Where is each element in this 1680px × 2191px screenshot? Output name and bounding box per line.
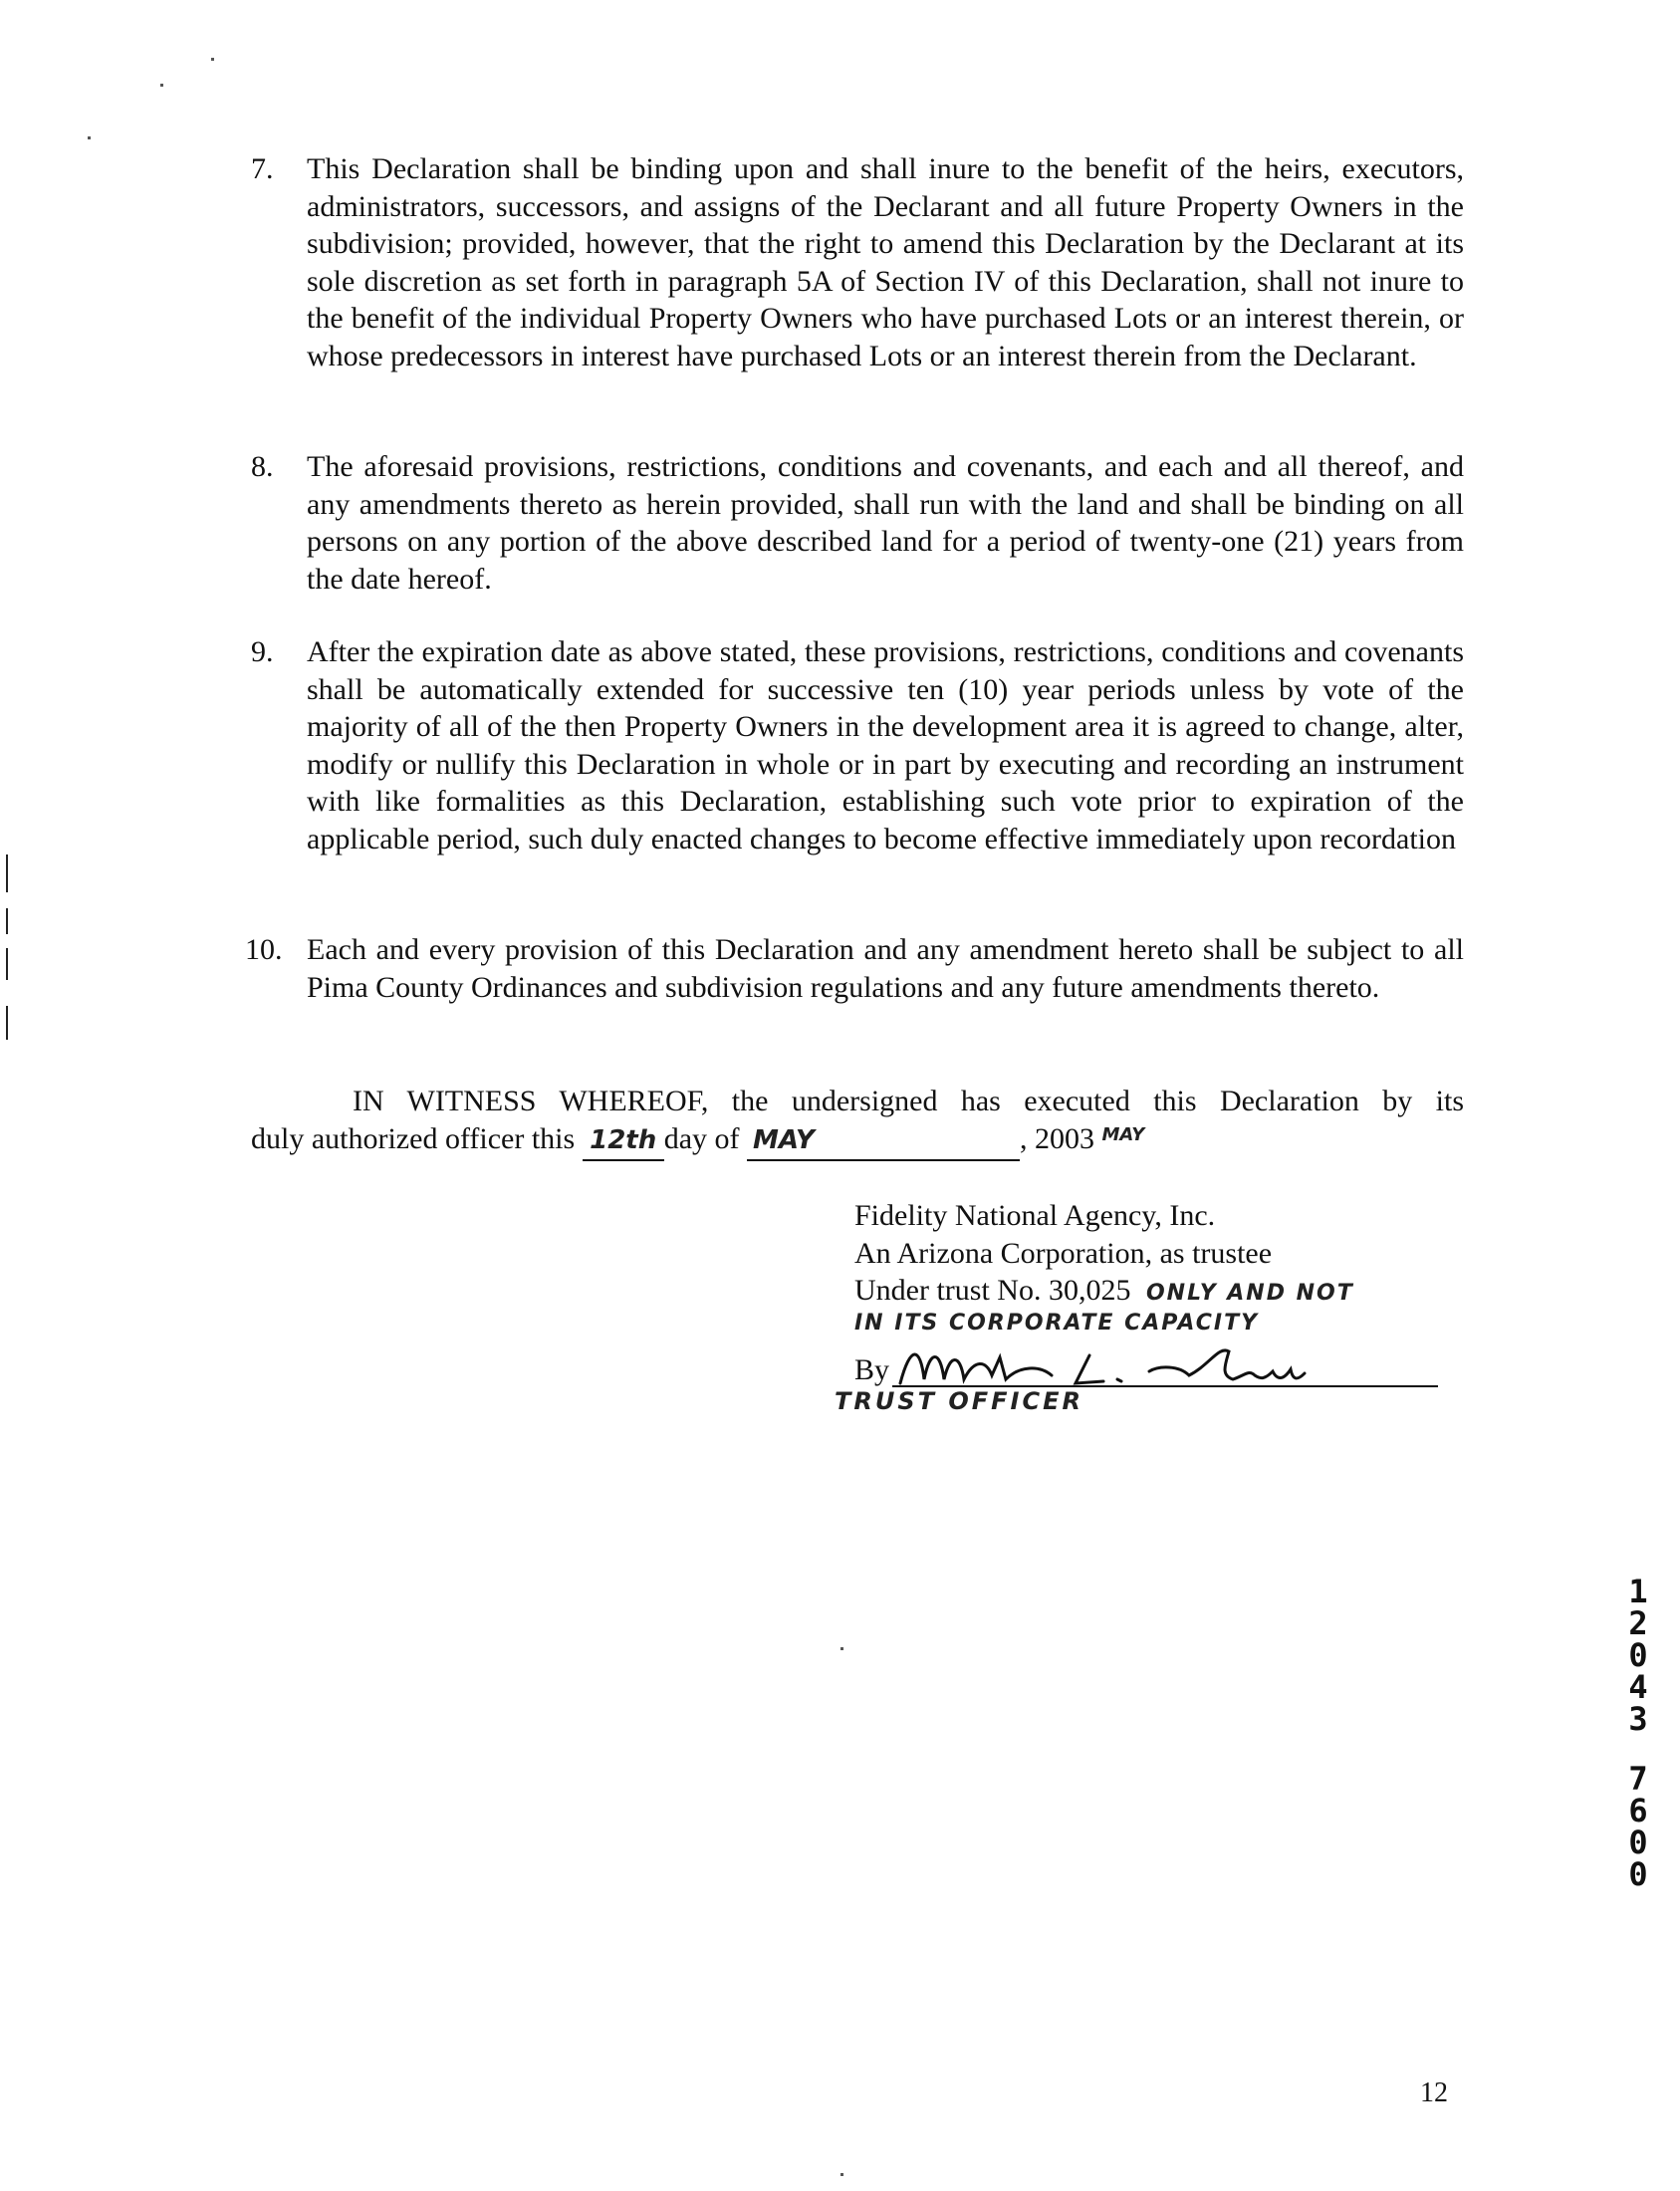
scan-speck [840, 1647, 843, 1650]
margin-mark [6, 1006, 8, 1040]
recording-digit: 1 [1628, 1573, 1648, 1610]
recording-digit: 3 [1628, 1700, 1648, 1738]
paragraph-text: This Declaration shall be binding upon and shall inure to the benefit of the heirs, executors, administrators, successors, and assigns of the Declarant and all future Property Owners in the subdivision; provided, however, that the right to amend this Declaration by the Declarant at its sole discretion as set forth in paragraph 5A of Section IV of this Declaration, shall not inure to the benefit of the individual Property Owners who have purchased Lots or an interest therein, or whose predecessors in interest have purchased Lots or an interest therein from the Declarant. [307, 152, 1464, 372]
signature-scribble [890, 1336, 1448, 1395]
recording-digit: 7 [1628, 1760, 1648, 1798]
trust-number: Under trust No. 30,025 [854, 1274, 1131, 1307]
handwritten-note-1: ONLY AND NOT [1145, 1281, 1354, 1306]
paragraph-text: The aforesaid provisions, restrictions, conditions and covenants, and each and all thereof, and any amendments thereto as herein provided, shall run with the land and shall be binding on all persons on any portion of the above described land for a period of twenty-one (21) years from the date hereof. [307, 450, 1464, 596]
witness-line-2 [251, 1120, 1464, 1162]
scan-speck [211, 58, 214, 61]
paragraph-number: 7. [251, 152, 274, 185]
witness-text: duly authorized officer this [251, 1121, 576, 1155]
handwritten-year-note: MAY [1101, 1123, 1145, 1145]
margin-mark [6, 948, 8, 980]
handwritten-officer-title: TRUST OFFICER [835, 1387, 1083, 1415]
witness-clause [251, 1083, 1464, 1161]
handwritten-day: 12th [583, 1122, 664, 1162]
recording-digit: 4 [1628, 1668, 1648, 1706]
scan-speck [88, 136, 91, 139]
signature-block [854, 1197, 1452, 1387]
paragraph-text: Each and every provision of this Declaration and any amendment hereto shall be subject to all Pima County Ordinances and subdivision regulations and any future amendments thereto. [307, 933, 1464, 1004]
paragraph-number: 9. [251, 635, 274, 668]
recording-digit: 0 [1628, 1636, 1648, 1674]
witness-text: day of [663, 1121, 740, 1155]
witness-year: , 2003 [1020, 1121, 1094, 1155]
margin-mark [6, 854, 8, 892]
signature-line [854, 1341, 1452, 1387]
margin-mark [6, 908, 8, 934]
signatory-corporation: An Arizona Corporation, as trustee [854, 1236, 1273, 1270]
page-number: 12 [1420, 2077, 1448, 2108]
by-label: By [854, 1353, 890, 1386]
paragraph-text: After the expiration date as above stated, these provisions, restrictions, conditions and covenants shall be automatically extended for successive ten (10) year periods unless by vote of the majority of all of the then Property Owners in the development area it is agreed to change, alter, modify or nullify this Declaration in whole or in part by executing and recording an instrument with like formalities as this Declaration, establishing such vote prior to expiration of the applicable period, such duly enacted changes to become effective immediately upon recordation [307, 635, 1464, 855]
recording-digit: 6 [1628, 1792, 1648, 1829]
trust-line [854, 1272, 1452, 1313]
recording-digit: 0 [1628, 1855, 1648, 1893]
scan-speck [160, 84, 163, 87]
scan-speck [840, 2173, 843, 2176]
witness-line-1: IN WITNESS WHEREOF, the undersigned has executed this Declaration by its [353, 1085, 1464, 1117]
signatory-company: Fidelity National Agency, Inc. [854, 1199, 1216, 1232]
paragraph-number: 8. [251, 450, 274, 483]
handwritten-note-2: IN ITS CORPORATE CAPACITY [854, 1310, 1260, 1336]
paragraph-number: 10. [245, 933, 283, 966]
handwritten-month: MAY [747, 1122, 1020, 1162]
recording-digit: 0 [1628, 1824, 1648, 1861]
recording-digit: 2 [1628, 1604, 1648, 1642]
